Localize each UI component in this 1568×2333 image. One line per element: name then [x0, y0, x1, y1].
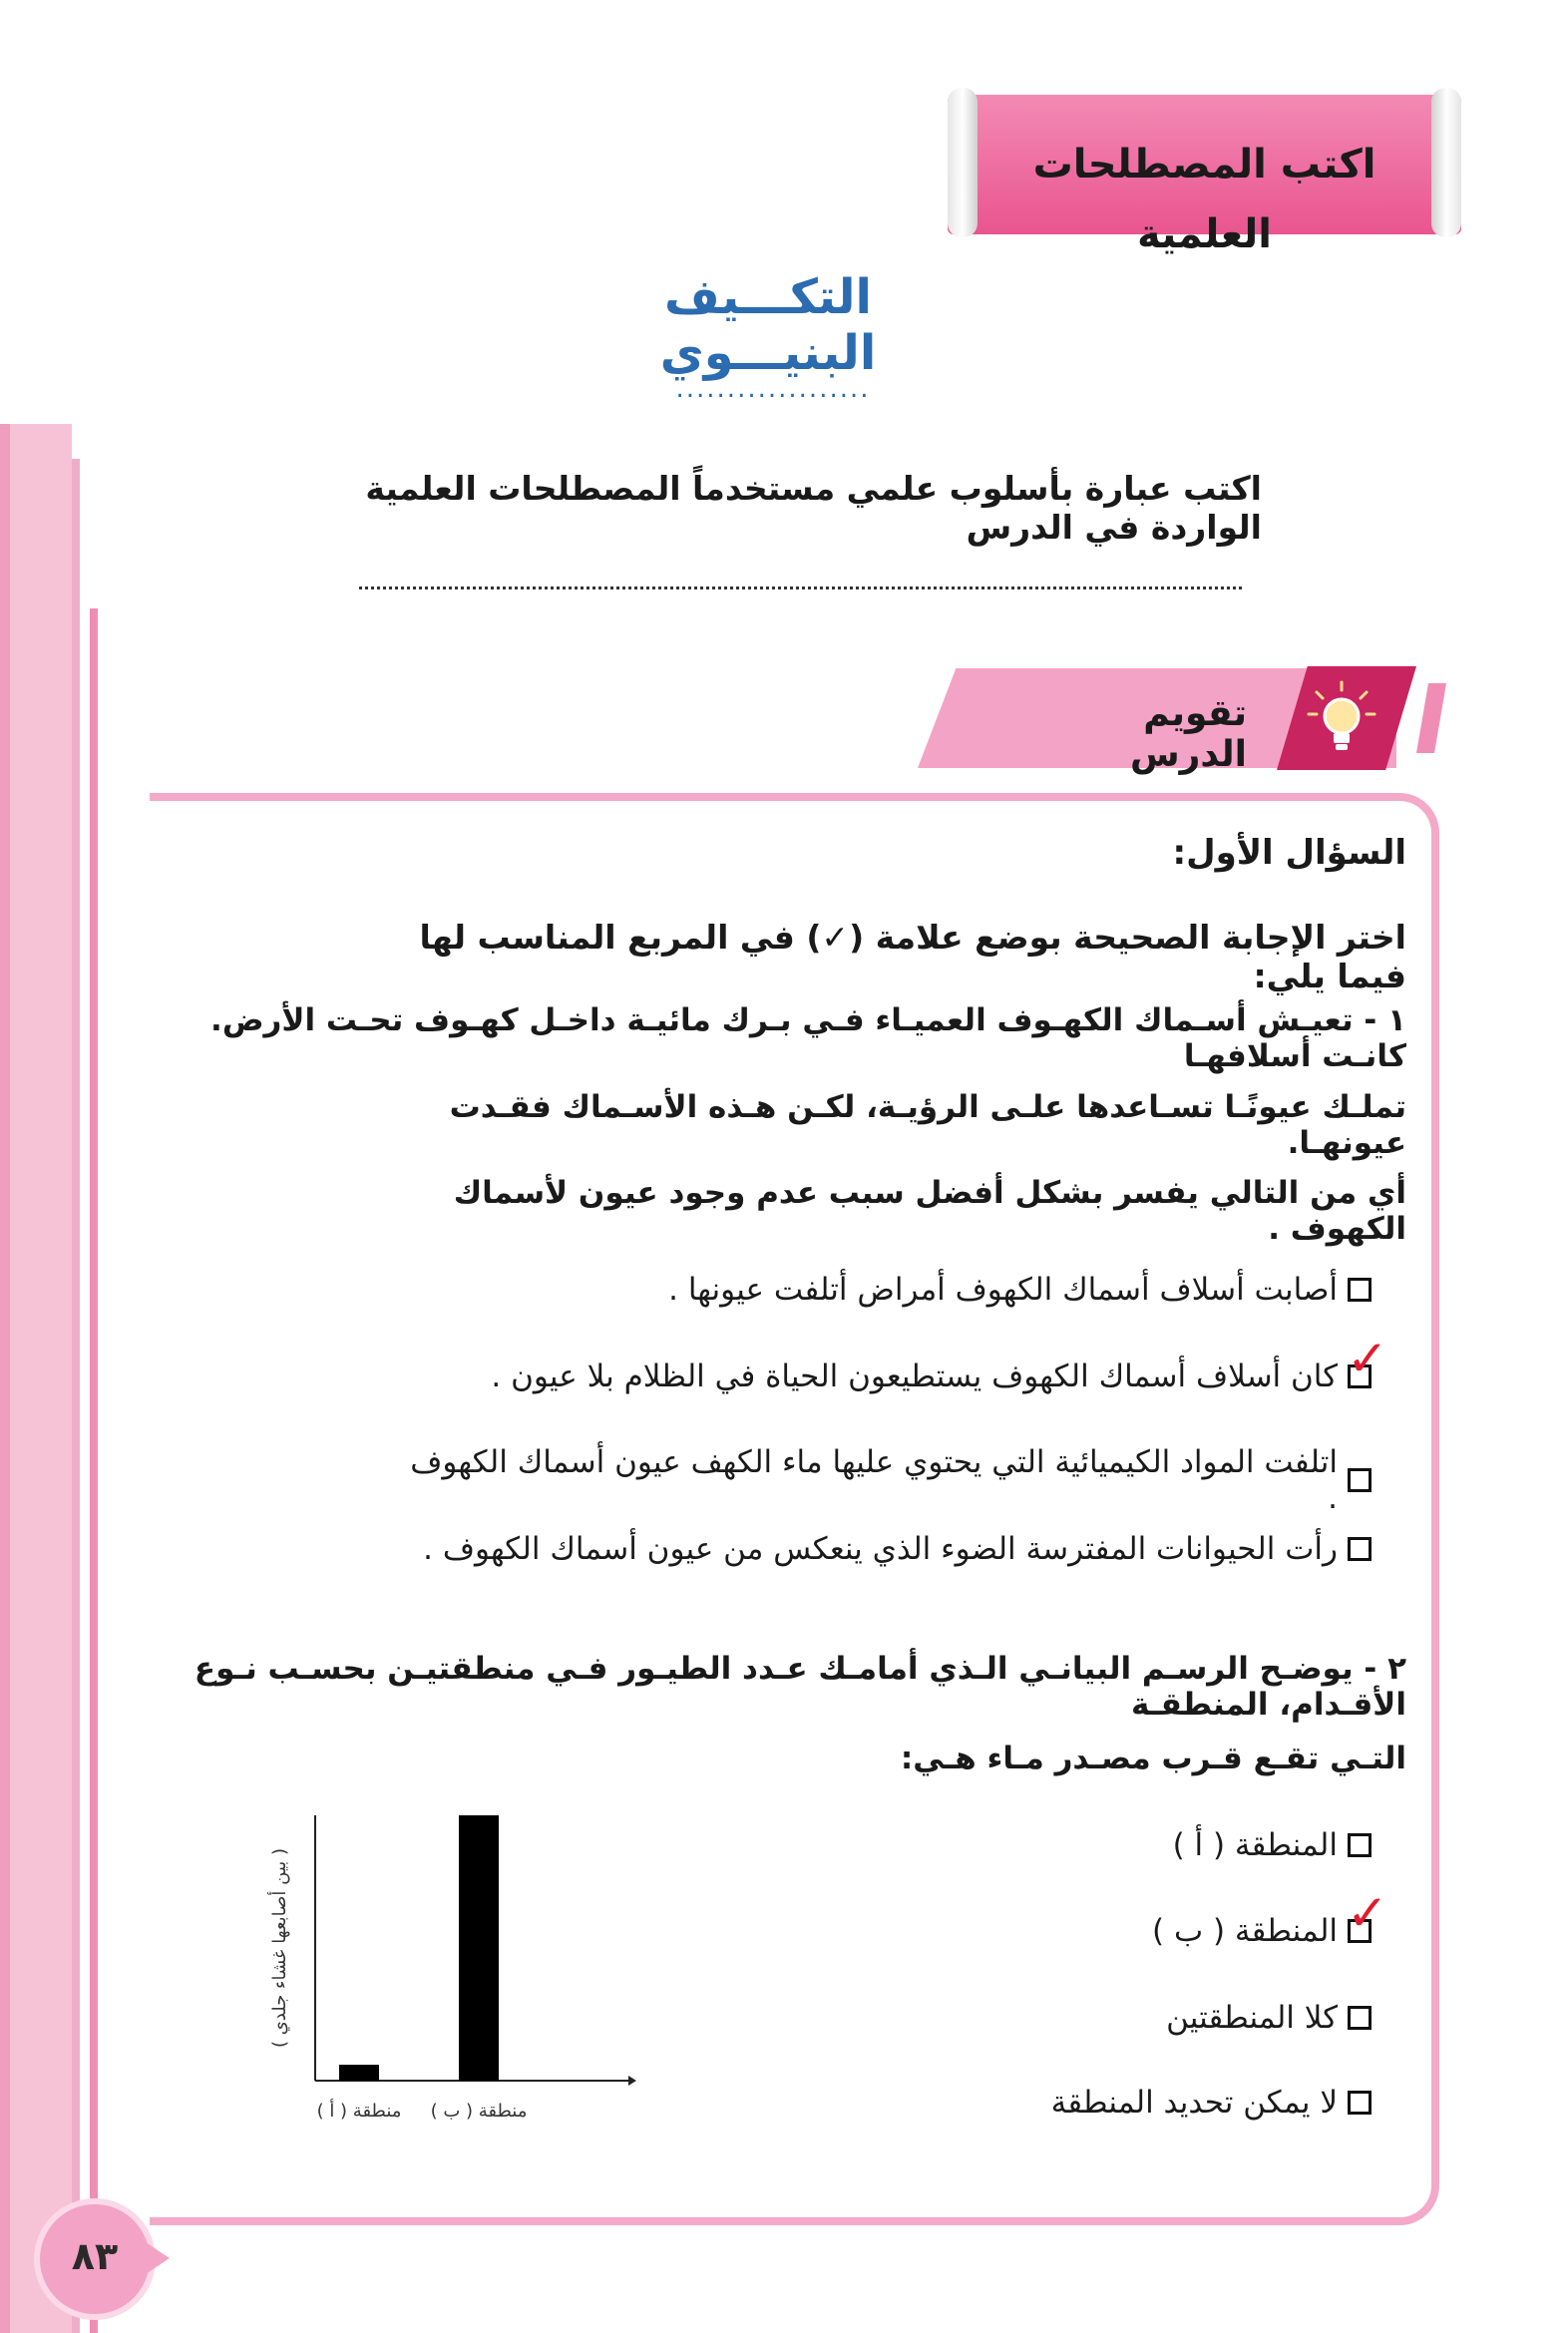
banner-title: اكتب المصطلحات العلمية: [1032, 142, 1376, 257]
title-answer-dots: ...................: [675, 374, 871, 404]
item1-text-line1: ١ - تعيـش أسـماك الكهـوف العميـاء فـي بـرك مائيـة داخـل كهـوف تحـت الأرض. كانـت أسلافهـا: [210, 1002, 1406, 1074]
banner-roll-right: [1431, 88, 1461, 237]
vertical-divider: [90, 608, 98, 2333]
checkbox[interactable]: [1348, 1537, 1372, 1561]
item1-option[interactable]: [399, 1330, 1388, 1394]
option-text: المنطقة ( أ ): [1172, 1827, 1338, 1863]
lesson-title: التكـــيف البنيـــوي: [659, 269, 877, 381]
option-text: لا يمكن تحديد المنطقة: [1050, 2085, 1338, 2121]
section-header-strip: [1416, 683, 1446, 753]
item2-text-line2: التـي تقـع قـرب مصـدر مـاء هـي:: [900, 1741, 1406, 1776]
item1-option[interactable]: [399, 1272, 1372, 1308]
question-instruction: اختر الإجابة الصحيحة بوضع علامة (✓) في المربع المناسب لها فيما يلي:: [419, 918, 1406, 995]
x-tick-label: منطقة ( ب ): [430, 2101, 528, 2122]
writing-instruction: اكتب عبارة بأسلوب علمي مستخدماً المصطلحات العلمية الواردة في الدرس: [365, 469, 1262, 547]
checkbox[interactable]: [1348, 1278, 1372, 1302]
question-heading: السؤال الأول:: [1172, 833, 1406, 873]
item1-option[interactable]: [399, 1531, 1372, 1567]
left-decor-band-inner: [72, 459, 80, 2333]
answer-line[interactable]: [359, 569, 1242, 589]
option-text: أصابت أسلاف أسماك الكهوف أمراض أتلفت عيونها .: [668, 1272, 1338, 1308]
x-axis-arrow-icon: [628, 2076, 636, 2086]
left-decor-band-edge: [0, 424, 10, 2333]
item2-option[interactable]: [898, 2085, 1372, 2121]
banner-roll-left: [948, 88, 978, 237]
section-title: تقويم الدرس: [1129, 693, 1247, 775]
lightbulb-icon: [1307, 680, 1376, 756]
x-tick-label: منطقة ( أ ): [316, 2101, 402, 2122]
checkbox[interactable]: [1348, 1468, 1372, 1492]
item1-option[interactable]: [399, 1444, 1372, 1516]
option-text: اتلفت المواد الكيميائية التي يحتوي عليها ماء الكهف عيون أسماك الكهوف .: [410, 1444, 1338, 1516]
checkbox-checked[interactable]: [1347, 1884, 1388, 1943]
option-text: كلا المنطقتين: [1166, 2000, 1338, 2036]
checkbox[interactable]: [1348, 2091, 1372, 2115]
checkbox-checked[interactable]: [1347, 1330, 1388, 1388]
bar-1: [339, 2065, 379, 2081]
item2-option[interactable]: [898, 2000, 1372, 2036]
item1-text-line2: تملـك عيونًـا تسـاعدها علـى الرؤيـة، لكـن هـذه الأسـماك فقـدت عيونهـا.: [449, 1089, 1406, 1161]
bar-2: [459, 1815, 499, 2081]
check-mark-icon: ✓: [1347, 1330, 1388, 1387]
bar-chart: [259, 1795, 638, 2154]
check-mark-icon: ✓: [1347, 1884, 1388, 1942]
item1-question: أي من التالي يفسر بشكل أفضل سبب عدم وجود عيون لأسماك الكهوف .: [453, 1175, 1406, 1247]
option-text: المنطقة ( ب ): [1152, 1913, 1338, 1949]
page-number: ٨٣: [71, 2234, 119, 2278]
y-axis-label: ( بين أصابعها غشاء جلدي ): [269, 1847, 290, 2049]
item2-option[interactable]: [898, 1827, 1372, 1863]
checkbox[interactable]: [1348, 1833, 1372, 1857]
item2-option[interactable]: [898, 1884, 1388, 1949]
item2-text-line1: ٢ - يوضـح الرسـم البيانـي الـذي أمامـك عـدد الطيـور فـي منطقتيـن بحسـب نـوع الأقـدام، المنطقـة: [194, 1651, 1406, 1723]
option-text: رأت الحيوانات المفترسة الضوء الذي ينعكس من عيون أسماك الكهوف .: [423, 1531, 1338, 1567]
checkbox[interactable]: [1348, 2006, 1372, 2030]
left-decor-band: [0, 424, 72, 2333]
option-text: كان أسلاف أسماك الكهوف يستطيعون الحياة في الظلام بلا عيون .: [491, 1359, 1338, 1394]
page-number-badge-tip: [140, 2238, 170, 2278]
